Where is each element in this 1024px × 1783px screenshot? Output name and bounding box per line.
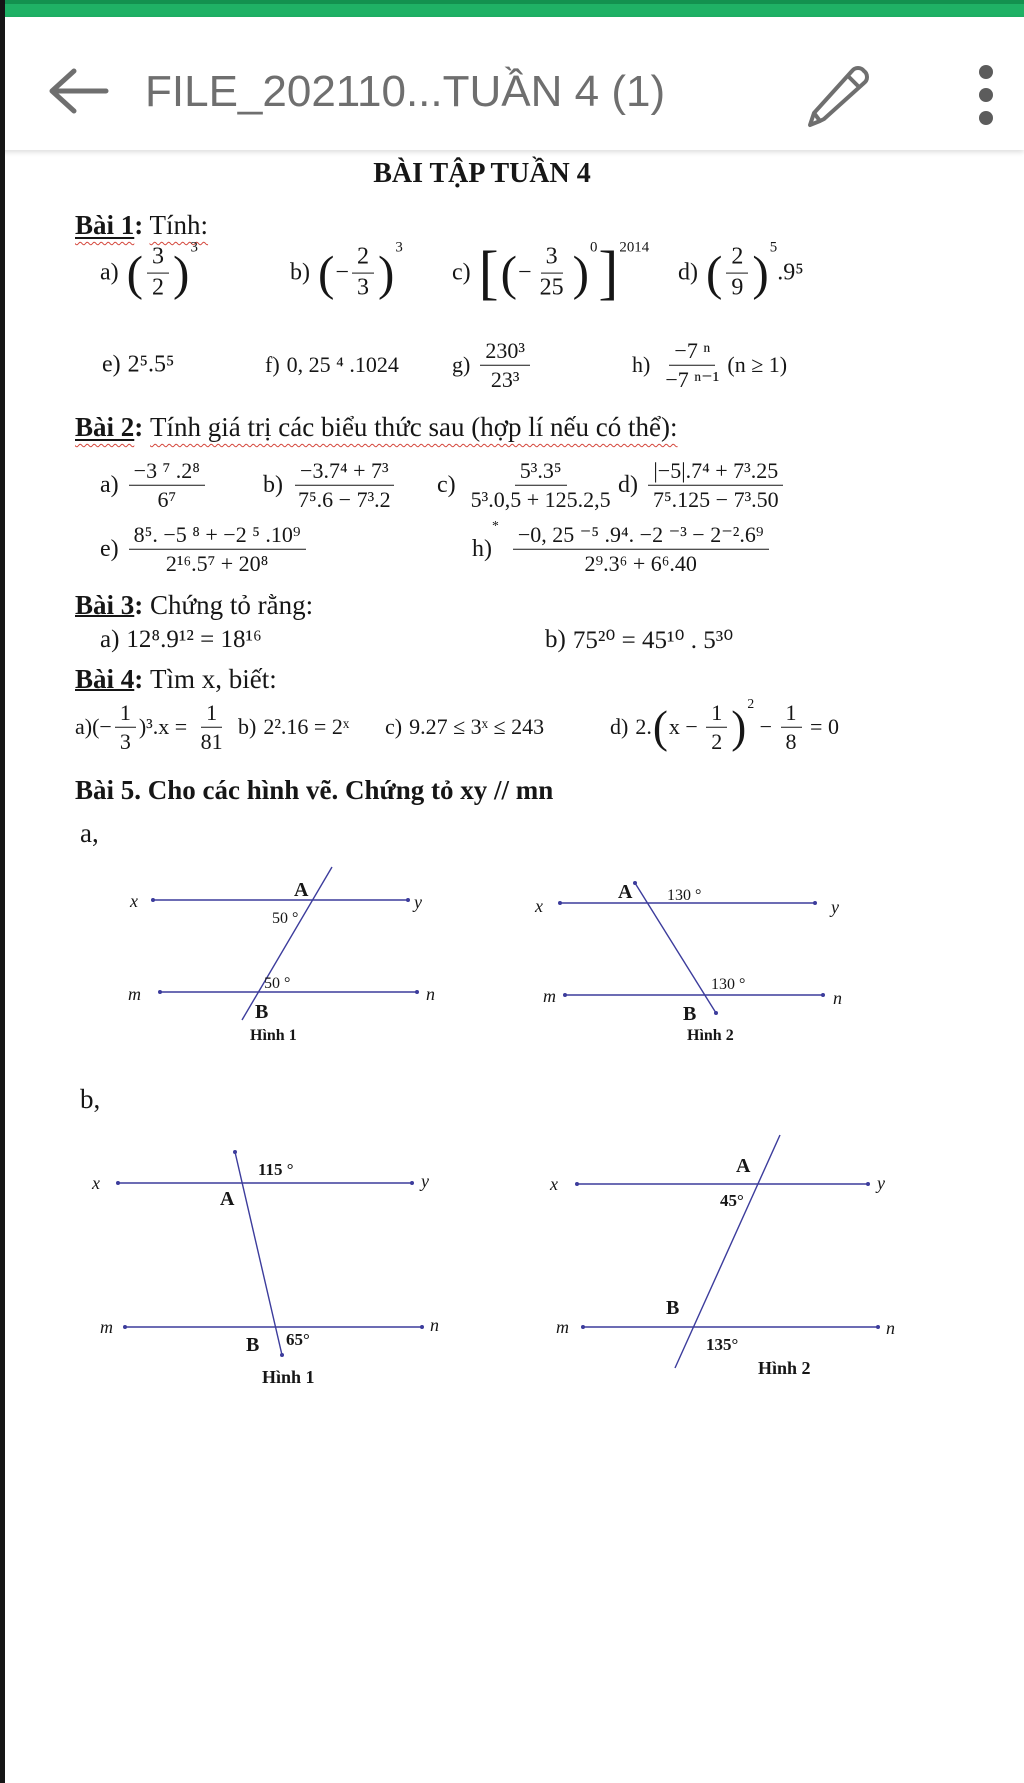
figures-a-label: a, (80, 818, 99, 848)
back-arrow-icon (44, 63, 114, 119)
angle-bottom-label: 65° (286, 1330, 310, 1349)
point-B-label: B (255, 1001, 269, 1023)
problem-2h: h) * $\frac{\text{−0, 25 ⁻⁵ .9⁴. −2 ⁻³ − 2⁻².6⁹}}{\text{2⁹.3⁶ + 6⁶.40}}$ (472, 523, 772, 576)
overflow-menu-button[interactable] (968, 61, 1004, 127)
ray-m-label: m (128, 984, 141, 1004)
section-bai3-heading: Bài 3: Chứng tỏ rằng: (75, 590, 314, 620)
status-bar (0, 0, 1024, 17)
problem-1g: g) $\frac{\text{230³}}{\text{23³}}$ (452, 339, 533, 392)
bai4-label: Bài 4 (75, 664, 135, 694)
problem-1d: d) ( $\frac{2}{9}$ ) 5 .9⁵ (678, 239, 804, 301)
pencil-icon (806, 59, 876, 129)
angle-bottom-label: 135° (706, 1335, 739, 1354)
problem-1e: e) 2⁵.5⁵ (102, 351, 175, 378)
problem-3b: b) 75²⁰ = 45¹⁰ . 5³⁰ (545, 626, 734, 654)
bai1-label: Bài 1 (75, 210, 135, 240)
ray-x-label: x (550, 1174, 558, 1194)
problem-1c: c) [ ( − $\frac{3}{25}$ ) 0 ] 2014 (452, 239, 650, 306)
point-A-label: A (736, 1155, 751, 1177)
figure-a-hinh2 (515, 860, 865, 1045)
figure-caption: Hình 2 (758, 1358, 811, 1378)
angle-bottom-label: 50 ° (264, 975, 291, 992)
figures-b-label: b, (80, 1084, 101, 1114)
problem-2b: b) $\frac{\text{−3.7⁴ + 7³}}{\text{7⁵.6 − 7³.2}}$ (263, 459, 399, 512)
point-A-label: A (220, 1188, 235, 1210)
problem-2c: c) $\frac{\text{5³.3⁵}}{\text{5³.0,5 + 125.2,5}}$ (437, 457, 611, 512)
screen-edge-strip (0, 0, 5, 1783)
point-A-label: A (294, 879, 309, 901)
ray-y-label: y (414, 892, 422, 912)
ray-n-label: n (833, 988, 842, 1008)
ray-m-label: m (100, 1317, 113, 1337)
problem-2a: a) $\frac{\text{−3 ⁷ .2⁸}}{\text{6⁷}}$ (100, 459, 208, 512)
problem-1f: f) 0, 25 ⁴ .1024 (265, 352, 399, 377)
ray-x-label: x (535, 896, 543, 916)
figure-caption: Hình 1 (262, 1367, 315, 1387)
ray-x-label: x (92, 1173, 100, 1193)
ray-y-label: y (421, 1171, 429, 1191)
ray-n-label: n (426, 984, 435, 1004)
figure-a-hinh1 (112, 850, 442, 1045)
section-bai2-heading: Bài 2: Tính giá trị các biểu thức sau (hợp lí nếu có thể): (75, 412, 678, 442)
ray-y-label: y (877, 1173, 885, 1193)
ray-n-label: n (886, 1318, 895, 1338)
point-B-label: B (246, 1334, 260, 1356)
bai1-tail: Tính: (149, 210, 209, 240)
problem-2e: e) $\frac{\text{8⁵. −5 ⁸ + −2 ⁵ .10⁹}}{\text{2¹⁶.5⁷ + 20⁸}}$ (100, 523, 309, 576)
bai3-label: Bài 3 (75, 590, 135, 620)
point-B-label: B (683, 1003, 697, 1025)
point-B-label: B (666, 1297, 680, 1319)
status-bar-shade (0, 0, 1024, 4)
bai2-label: Bài 2 (75, 412, 135, 442)
ray-n-label: n (430, 1315, 439, 1335)
kebab-menu-icon (968, 61, 1004, 127)
bai2-tail: Tính giá trị các biểu thức sau (hợp lí nếu có thể): (150, 412, 678, 442)
page-title: FILE_202110...TUẦN 4 (1) (145, 67, 666, 116)
app-bar (0, 17, 1024, 150)
problem-1a: a) ( $\frac{3}{2}$ ) 3 (100, 239, 198, 301)
edit-button[interactable] (806, 59, 876, 129)
bai3-tail: Chứng tỏ rằng: (150, 590, 314, 620)
problem-2d: d) $\frac{\text{|−5|.7⁴ + 7³.25}}{\text{7⁵.125 − 7³.50}}$ (618, 459, 787, 512)
figure-caption: Hình 2 (687, 1027, 734, 1044)
angle-bottom-label: 130 ° (711, 976, 746, 993)
problem-1h: h) $\frac{\text{−7 ⁿ}}{\text{−7 ⁿ⁻¹}}$ (n ≥ 1) (632, 337, 788, 392)
figure-b-hinh2 (540, 1120, 910, 1385)
angle-top-label: 45° (720, 1191, 744, 1210)
ray-m-label: m (556, 1317, 569, 1337)
problem-4b: b) 2².16 = 2ˣ (238, 714, 350, 739)
problem-4a: a) (− $\frac{1}{3}$ )³.x = $\frac{1}{81}$ (75, 699, 223, 754)
problem-1b: b) ( − $\frac{2}{3}$ ) 3 (290, 239, 403, 301)
angle-top-label: 130 ° (667, 887, 702, 904)
bai4-tail: Tìm x, biết: (150, 664, 277, 694)
section-bai1-heading: Bài 1: Tính: (75, 210, 209, 240)
document-viewer[interactable] (0, 150, 1024, 1783)
section-bai4-heading: Bài 4: Tìm x, biết: (75, 664, 277, 694)
problem-4c: c) 9.27 ≤ 3ˣ ≤ 243 (385, 714, 545, 739)
figure-b-hinh1 (80, 1125, 460, 1395)
figure-caption: Hình 1 (250, 1027, 297, 1044)
problem-3a: a) 12⁸.9¹² = 18¹⁶ (100, 626, 262, 653)
ray-y-label: y (831, 897, 839, 917)
point-A-label: A (618, 881, 633, 903)
angle-top-label: 115 ° (258, 1160, 294, 1179)
ray-x-label: x (130, 891, 138, 911)
angle-top-label: 50 ° (272, 910, 299, 927)
section-bai5-heading: Bài 5. Cho các hình vẽ. Chứng tỏ xy // mn (75, 775, 554, 805)
worksheet-title: BÀI TẬP TUẦN 4 (373, 158, 591, 189)
back-button[interactable] (44, 63, 114, 119)
ray-m-label: m (543, 986, 556, 1006)
problem-4d: d) 2. ( x − $\frac{1}{2}$ ) 2 − $\frac{1}{8}$ = 0 (610, 695, 839, 754)
